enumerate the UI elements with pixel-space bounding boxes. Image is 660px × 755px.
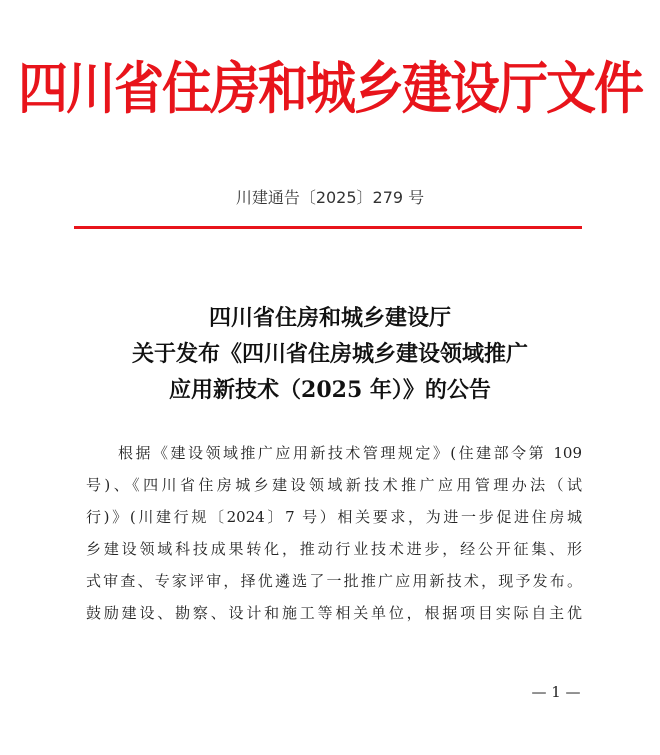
body-line: 鼓励建设、勘察、设计和施工等相关单位，根据项目实际自主优: [86, 604, 582, 622]
body-paragraph: [86, 437, 582, 629]
title-line: 四川省住房和城乡建设厅: [208, 305, 451, 331]
body-line: 式审查、专家评审，择优遴选了一批推广应用新技术，现予发布。: [86, 572, 582, 590]
body-line: 行)》(川建行规〔2024〕7 号）相关要求，为进一步促进住房城: [86, 508, 582, 526]
page-number: — 1 —: [531, 683, 581, 701]
issuer-masthead: 四川省住房和城乡建设厅文件: [18, 55, 642, 122]
announcement-title: [0, 300, 660, 408]
document-number: 川建通告〔2025〕279 号: [235, 188, 425, 207]
body-line: 号)、《四川省住房城乡建设领域新技术推广应用管理办法（试: [86, 476, 582, 494]
title-line: 关于发布《四川省住房城乡建设领域推广: [131, 341, 528, 367]
body-line: 乡建设领域科技成果转化，推动行业技术进步，经公开征集、形: [86, 540, 582, 558]
title-line: 应用新技术（2025 年）》的公告: [169, 377, 491, 403]
red-divider-line: [74, 226, 582, 229]
body-line: 根据《建设领域推广应用新技术管理规定》(住建部令第 109: [118, 444, 582, 462]
